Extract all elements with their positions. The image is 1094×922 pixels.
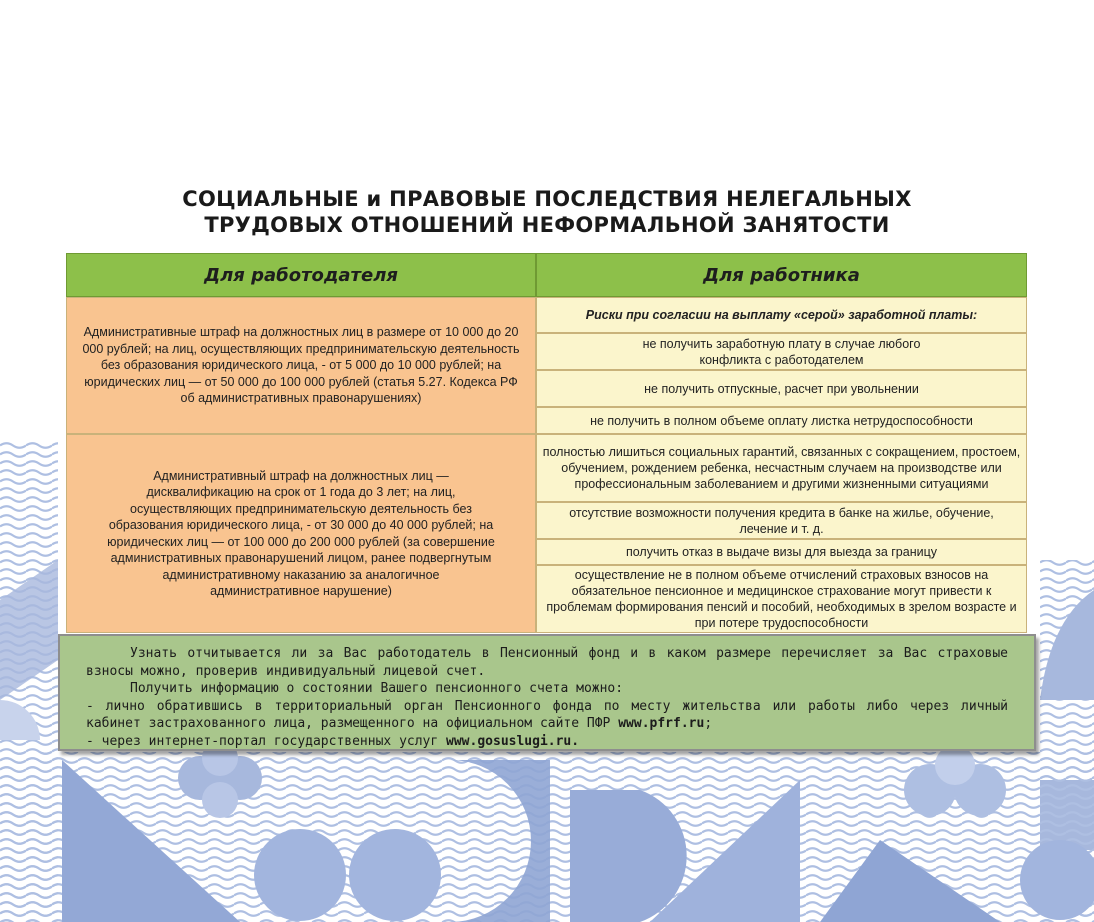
employee-risk-7: осуществление не в полном объеме отчислений страховых взносов на обязательное пенсионное и медицинское страхование могут привести к проблемам формирования пенсий и пособий, необходимых в зрелом возрасте и при потере трудоспособности	[536, 565, 1027, 633]
employee-risk-3: не получить в полном объеме оплату листка нетрудоспособности	[536, 407, 1027, 434]
employee-risk-4: полностью лишиться социальных гарантий, связанных с сокращением, простоем, обучением, рождением ребенка, несчастным случаем на производстве или профессиональным заболеванием и другими жизненными ситуациями	[536, 434, 1027, 502]
employee-risks-header: Риски при согласии на выплату «серой» заработной платы:	[536, 297, 1027, 333]
employer-cell-2: Административный штраф на должностных лиц — дисквалификацию на срок от 1 года до 3 лет; на лиц, осуществляющих предпринимательскую деятельность без образования юридического лица, - от 30 000 до 40 000 рублей; на юридических лиц — от 100 000 до 200 000 рублей (за совершение административных правонарушений лицом, ранее подвергнутым административному наказанию за аналогичное административное нарушение)	[66, 434, 536, 633]
header-employer: Для работодателя	[66, 253, 536, 297]
gosuslugi-website-link[interactable]: www.gosuslugi.ru.	[446, 733, 580, 749]
employee-risk-1: не получить заработную плату в случае любого конфликта с работодателем	[536, 333, 1027, 370]
decor-bottom-band	[0, 740, 1094, 922]
note-paragraph-check: Узнать отчитывается ли за Вас работодатель в Пенсионный фонд и в каком размере перечисляет за Вас страховые взносы можно, проверив индивидуальный лицевой счет.	[86, 646, 1008, 679]
consequences-table	[66, 253, 1027, 633]
note-in-person-end: ;	[704, 716, 713, 731]
note-in-person-text: - лично обратившись в территориальный орган Пенсионного фонда по месту жительства или работы либо через личный кабинет застрахованного лица, размещенного на официальном сайте ПФР	[86, 698, 1008, 731]
note-portal-text: - через интернет-портал государственных услуг	[86, 733, 447, 749]
page-title-line-2: ТРУДОВЫХ ОТНОШЕНИЙ НЕФОРМАЛЬНОЙ ЗАНЯТОСТИ	[204, 213, 890, 237]
note-paragraph-info: Получить информацию о состоянии Вашего пенсионного счета можно:	[130, 681, 624, 696]
note-paragraph-in-person	[86, 698, 1008, 733]
employee-risk-6: получить отказ в выдаче визы для выезда за границу	[536, 539, 1027, 565]
page-title-line-1: СОЦИАЛЬНЫЕ и ПРАВОВЫЕ ПОСЛЕДСТВИЯ НЕЛЕГАЛЬНЫХ	[182, 187, 912, 211]
pension-info-note	[58, 634, 1036, 751]
employee-risk-2: не получить отпускные, расчет при увольнении	[536, 370, 1027, 407]
header-employee: Для работника	[536, 253, 1027, 297]
note-paragraph-portal	[86, 733, 1008, 751]
employee-risk-5: отсутствие возможности получения кредита в банке на жилье, обучение, лечение и т. д.	[536, 502, 1027, 539]
pfr-website-link[interactable]: www.pfrf.ru	[618, 716, 705, 731]
employer-cell-1: Административные штраф на должностных лиц в размере от 10 000 до 20 000 рублей; на лиц, осуществляющих предпринимательскую деятельность без образования юридического лица, - от 5 000 до 10 000 рублей; на юридических лиц — от 50 000 до 100 000 рублей (статья 5.27. Кодекса РФ об административных правонарушениях)	[66, 297, 536, 434]
